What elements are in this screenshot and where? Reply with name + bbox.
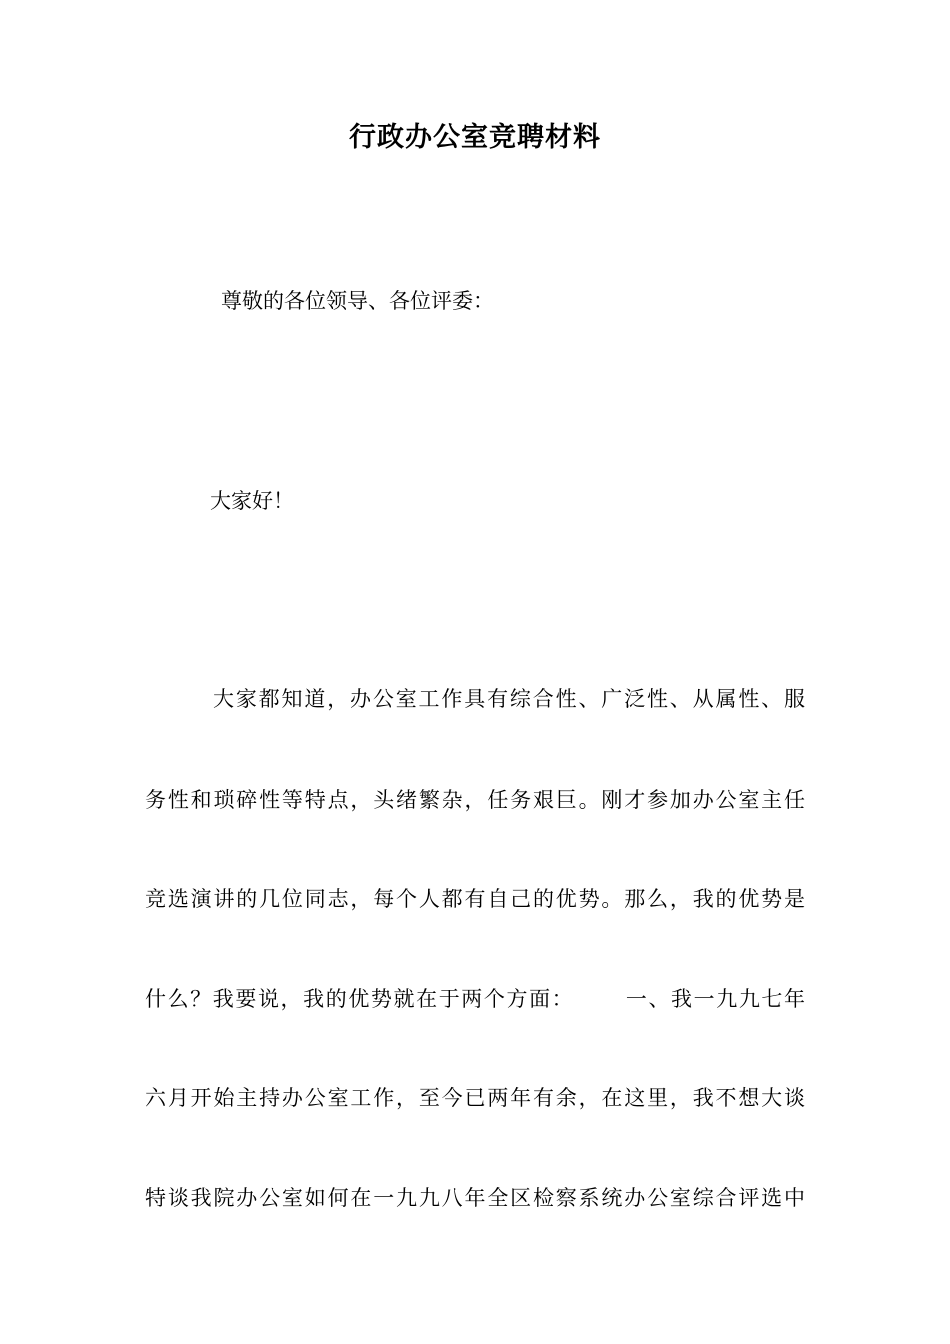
body-text-line: 大家都知道，办公室工作具有综合性、广泛性、从属性、服	[213, 687, 805, 711]
greeting-line: 大家好！	[210, 489, 294, 513]
body-text-line: 竞选演讲的几位同志，每个人都有自己的优势。那么，我的优势是	[145, 887, 805, 911]
body-text-line: 特谈我院办公室如何在一九九八年全区检察系统办公室综合评选中	[145, 1186, 805, 1210]
salutation-line: 尊敬的各位领导、各位评委：	[221, 289, 494, 313]
body-text-line: 六月开始主持办公室工作，至今已两年有余，在这里，我不想大谈	[145, 1086, 805, 1110]
body-text-segment: 一、我一九九七年	[624, 987, 806, 1011]
body-text-segment: 什么？我要说，我的优势就在于两个方面：	[145, 987, 575, 1011]
body-text-line: 务性和琐碎性等特点，头绪繁杂，任务艰巨。刚才参加办公室主任	[145, 788, 805, 812]
document-title: 行政办公室竞聘材料	[349, 122, 601, 153]
body-text-line	[145, 984, 805, 1014]
